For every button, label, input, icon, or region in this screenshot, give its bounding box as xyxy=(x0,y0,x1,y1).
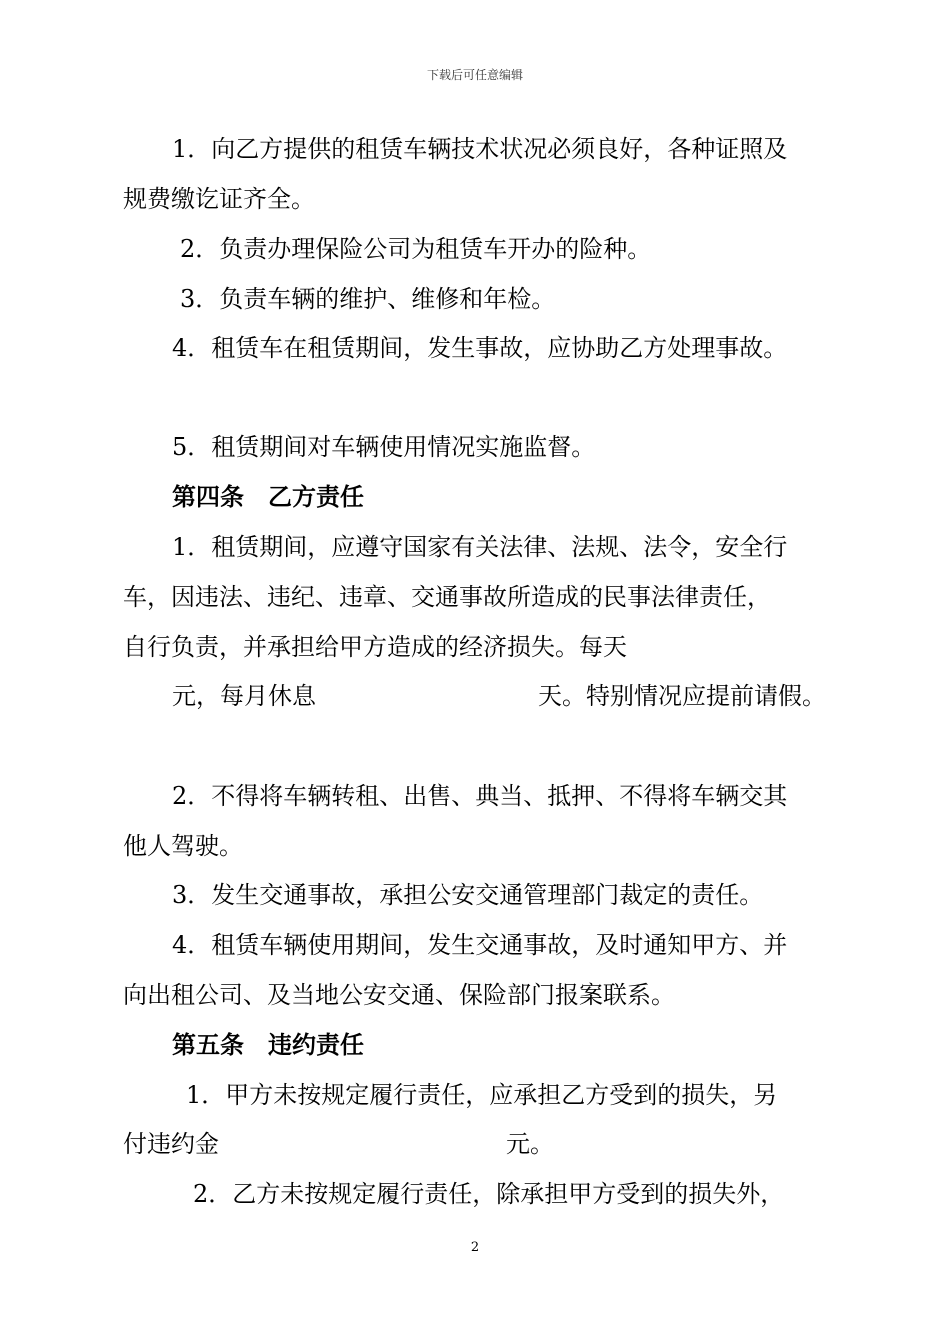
paragraph-line: 2．负责办理保险公司为租赁车开办的险种。 xyxy=(180,235,652,263)
paragraph-line: 元，每月休息 xyxy=(172,682,316,710)
article-heading: 第四条 乙方责任 xyxy=(172,482,364,511)
paragraph-line: 4．租赁车辆使用期间，发生交通事故，及时通知甲方、并 xyxy=(172,931,788,959)
paragraph-line: 3．发生交通事故，承担公安交通管理部门裁定的责任。 xyxy=(172,881,764,909)
paragraph-line: 2．不得将车辆转租、出售、典当、抵押、不得将车辆交其 xyxy=(172,782,788,810)
paragraph-line: 2．乙方未按规定履行责任，除承担甲方受到的损失外， xyxy=(193,1180,785,1208)
paragraph-line: 自行负责，并承担给甲方造成的经济损失。每天 xyxy=(123,633,627,661)
paragraph-line: 车，因违法、违纪、违章、交通事故所造成的民事法律责任， xyxy=(123,583,771,611)
page-header: 下载后可任意编辑 xyxy=(426,68,523,82)
paragraph-line: 规费缴讫证齐全。 xyxy=(123,185,315,213)
paragraph-line: 1．租赁期间，应遵守国家有关法律、法规、法令，安全行 xyxy=(172,533,788,561)
paragraph-line: 4．租赁车在租赁期间，发生事故，应协助乙方处理事故。 xyxy=(172,334,788,362)
page-number: 2 xyxy=(470,1240,480,1255)
paragraph-line: 天。特别情况应提前请假。 xyxy=(538,682,826,710)
paragraph-line: 付违约金 xyxy=(123,1130,219,1158)
paragraph-line: 1．向乙方提供的租赁车辆技术状况必须良好，各种证照及 xyxy=(172,135,788,163)
paragraph-line: 他人驾驶。 xyxy=(123,832,243,860)
paragraph-line: 元。 xyxy=(506,1130,554,1158)
paragraph-line: 1．甲方未按规定履行责任，应承担乙方受到的损失，另 xyxy=(186,1081,778,1109)
article-heading: 第五条 违约责任 xyxy=(172,1030,364,1059)
paragraph-line: 向出租公司、及当地公安交通、保险部门报案联系。 xyxy=(123,981,675,1009)
paragraph-line: 3．负责车辆的维护、维修和年检。 xyxy=(180,285,556,313)
paragraph-line: 5．租赁期间对车辆使用情况实施监督。 xyxy=(172,433,596,461)
